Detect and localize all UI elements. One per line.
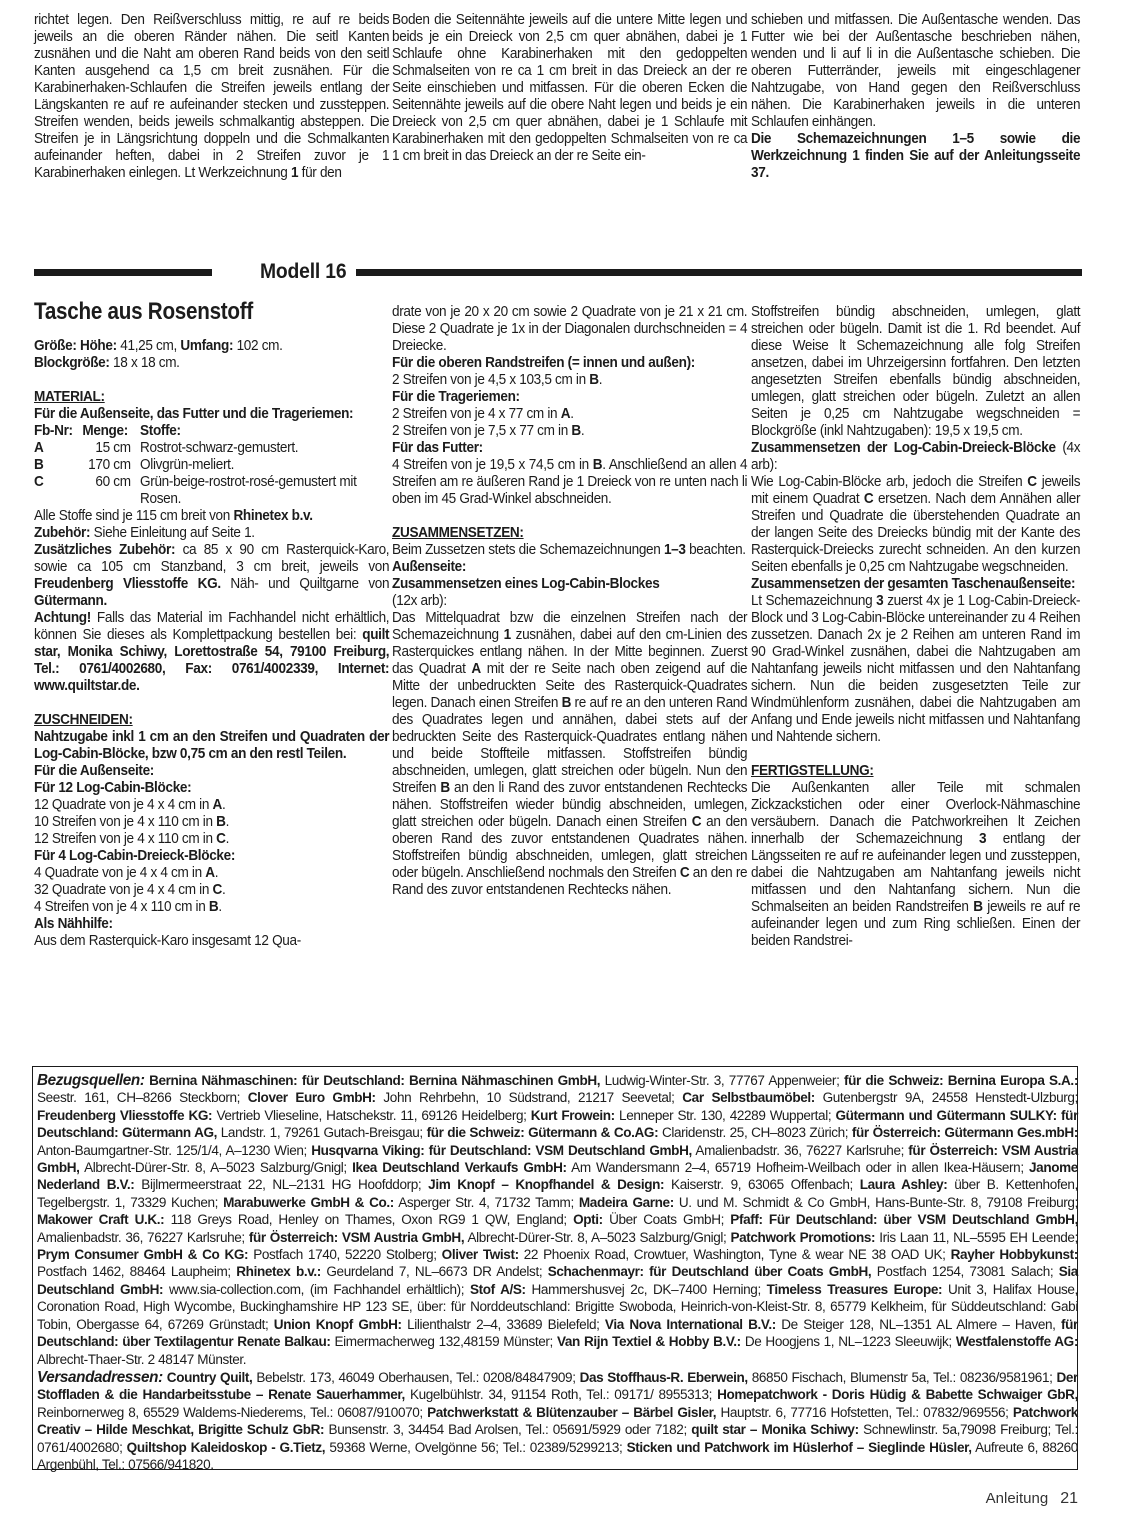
supplier-address: Reinbornerweg 8, 65529 Waldems-Niederems, Tel.: 06087/910070; bbox=[37, 1404, 428, 1421]
text-run: Alle Stoffe sind je 115 cm breit von bbox=[34, 508, 234, 524]
text-run: 18 x 18 cm. bbox=[109, 355, 180, 371]
text-run: . bbox=[218, 899, 222, 915]
text-run: (4x arb): bbox=[751, 440, 1081, 473]
material-heading: MATERIAL: bbox=[34, 389, 105, 405]
label: Fb-Nr: bbox=[34, 423, 73, 439]
paragraph-bold: Nahtzugabe inkl 1 cm an den Streifen und Quadraten der Log-Cabin-Blöcke, bzw 0,75 cm an den restl Teilen. bbox=[34, 729, 390, 762]
mail-order-paragraph bbox=[37, 1369, 1078, 1474]
text-run: an den re Rand des zuvor entstandenen Rechtecks nähen. bbox=[392, 865, 748, 898]
label: Stoffe: bbox=[140, 423, 181, 439]
text-run: Falls das Material im Fachhandel nicht erhältlich, können Sie dieses als Komplettpackung bestellen bei: bbox=[34, 610, 390, 643]
supplier-address: Postfach 1254, 73081 Salach; bbox=[871, 1264, 1059, 1281]
text-run: jeweils mit einem Quadrat bbox=[751, 474, 1081, 507]
supplier-address: 22 Phoenix Road, Crowtuer, Washington, Tyne & wear NE 38 OAD UK; bbox=[518, 1247, 951, 1264]
supplier-name: Ikea Deutschland Verkaufs GmbH: bbox=[352, 1160, 567, 1177]
fabric-code: C bbox=[679, 865, 690, 881]
text-run: richtet legen. Den Reißverschluss mittig, re auf re beids jeweils an die oberen Ränder nähen. Die seitl Kanten zusnähen und die Naht am oberen Rand beids von den seitl Kanten ausgehend ca 1,5 cm breit zusnähen. Für die Karabinerhaken-Schlaufen die Streifen jeweils entlang der Längskanten re auf re aufeinander stecken und zussteppen. Streifen wenden, beids jeweils schmalkantig absteppen. Die Streifen je in Längsrichtung doppeln und die Schmalkanten aufeinander heften, dabei in 2 Streifen zuvor je 1 Karabinerhaken einlegen. Lt Werkzeichnung bbox=[34, 12, 390, 181]
supplier-name: Clover Euro GmbH: bbox=[247, 1090, 376, 1107]
fabric-code: C bbox=[691, 814, 702, 830]
supplier-address: Geurdeland 7, NL–6673 DR Andelst; bbox=[320, 1264, 548, 1281]
sources-box bbox=[32, 1066, 1078, 1473]
supplier-name: quilt star – Monika Schiwy: bbox=[691, 1422, 859, 1439]
label: Blockgröße: bbox=[34, 355, 110, 371]
supplier-name: Sia Deutschland GmbH: bbox=[37, 1264, 1078, 1298]
text-run: . bbox=[222, 882, 226, 898]
fabric-code: B bbox=[571, 423, 581, 439]
supplier-name: für die Schweiz: Bernina Europa S.A.: bbox=[843, 1073, 1078, 1089]
page-number: 21 bbox=[1060, 1490, 1078, 1507]
fabric-name: Olivgrün-meliert. bbox=[140, 457, 235, 473]
fabric-code: C bbox=[212, 882, 223, 898]
text-run: an den li Rand des zuvor entstandenen Rechtecks nähen. Stoffstreifen wieder bündig abschneiden, umlegen, glatt streichen oder bügeln. Danach einen Streifen bbox=[392, 780, 748, 830]
supplier-address: 86850 Fischach, Blumenstr 5a, Tel.: 08236/9581961; bbox=[747, 1369, 1057, 1386]
fabric-code: A bbox=[471, 661, 481, 677]
supplier-name: Schachenmayr: für Deutschland über Coats GmbH, bbox=[547, 1264, 872, 1281]
supplier-name: Husqvarna Viking: für Deutschland: VSM Deutschland GmbH, bbox=[311, 1142, 692, 1159]
text-run: Näh- und Quiltgarne von bbox=[220, 576, 390, 592]
brand: Freudenberg Vliesstoffe KG. bbox=[34, 576, 221, 592]
text-run: re auf re an den unteren Rand des Quadrates legen und annähen, dabei stets auf der bedruckten Seite des Rasterquick-Quadrates entlang nähen und beide Stoffteile mitfassen. Stoffstreifen bündig abschneiden, umlegen, glatt streichen oder bügeln. Nun den Streifen bbox=[392, 695, 748, 796]
fabric-code: C bbox=[863, 491, 874, 507]
supplier-address: Unit 3, Halifax House, Coronation Road, High Wycombe, Buckinghamshire HP 123 SE, über: für Norddeutschland: Brigitte Swoboda, Heinrich-von-Kleist-Str. 8, 65779 Kelkheim, für Süddeutschland: Gabi Tobin, Obergasse 64, 67269 Grünstadt; bbox=[37, 1281, 1078, 1333]
supplier-address: Aufreute 6, 88260 Argenbühl, Tel.: 07566/941820. bbox=[37, 1439, 1078, 1473]
supplier-address: Schnewlinstr. 5a,79098 Freiburg; Tel.: 0761/4002680; bbox=[37, 1422, 1078, 1456]
text-run: 4 Streifen von je 4 x 110 cm in bbox=[34, 899, 209, 915]
supplier-address: Bunsenstr. 3, 34454 Bad Arolsen, Tel.: 05691/5929 oder 7182; bbox=[324, 1422, 692, 1439]
supplier-address: Iris Laan 11, NL–5595 EH Leende; bbox=[875, 1229, 1078, 1246]
text-run: . bbox=[570, 406, 574, 422]
subheading: Zusammensetzen der Log-Cabin-Dreieck-Blöcke bbox=[751, 440, 1056, 456]
supplier-name: Oliver Twist: bbox=[441, 1247, 519, 1264]
fabric-code: B bbox=[440, 780, 450, 796]
text-run: 10 Streifen von je 4 x 110 cm in bbox=[34, 814, 217, 830]
text-run: Beim Zussetzen stets die Schemazeichnungen bbox=[392, 542, 664, 558]
supplier-name: Car Selbstbaumöbel: bbox=[682, 1090, 815, 1107]
text-run: 1 bbox=[290, 165, 299, 181]
supplier-address: John Rehrbehn, 10 Südstrand, 21217 Seevetal; bbox=[375, 1090, 683, 1107]
top-column-3 bbox=[751, 12, 1080, 182]
supplier-name: Van Rijn Textiel & Hobby B.V.: bbox=[556, 1334, 741, 1351]
supplier-address: Amalienbadstr. 36, 76227 Karlsruhe; bbox=[37, 1229, 249, 1246]
supplier-address: Bebelstr. 173, 46049 Oberhausen, Tel.: 0208/84847909; bbox=[252, 1369, 580, 1386]
supplier-address: Kaiserstr. 9, 63065 Offenbach; bbox=[664, 1177, 860, 1194]
text-run: Siehe Einleitung auf Seite 1. bbox=[90, 525, 255, 541]
supplier-address: Postfach 1462, 88464 Laupheim; bbox=[37, 1264, 237, 1281]
finishing-heading: FERTIGSTELLUNG: bbox=[751, 763, 874, 779]
supplier-address: Ludwig-Winter-Str. 3, 77767 Appenweier; bbox=[600, 1073, 844, 1089]
fabric-code: B bbox=[34, 457, 44, 473]
subheading: Zusammensetzen der gesamten Taschenaußenseite: bbox=[751, 576, 1076, 592]
fabric-code: A bbox=[560, 406, 571, 422]
text-run: 2 Streifen von je 4 x 77 cm in bbox=[392, 406, 561, 422]
subheading: Außenseite: bbox=[392, 559, 467, 575]
supplier-name: Timeless Treasures Europe: bbox=[766, 1281, 943, 1298]
supplier-name: Laura Ashley: bbox=[859, 1177, 948, 1194]
supplier-address: Vertrieb Vlieseline, Hatschekstr. 11, 69126 Heidelberg; bbox=[212, 1107, 531, 1124]
fabric-code: B bbox=[208, 899, 219, 915]
page-footer bbox=[986, 1490, 1078, 1508]
section-band bbox=[34, 258, 1082, 286]
subheading: Zusammensetzen eines Log-Cabin-Blockes bbox=[392, 576, 660, 592]
supplier-name: für Deutschland: über Textilagentur Renate Balkau: bbox=[37, 1316, 1078, 1351]
suppliers-paragraph bbox=[37, 1072, 1078, 1369]
supplier-name: Sticken und Patchwork im Hüslerhof – Sieglinde Hüsler, bbox=[626, 1439, 972, 1456]
supplier-name: Madeira Garne: bbox=[578, 1194, 674, 1211]
subheading: Für 4 Log-Cabin-Dreieck-Blöcke: bbox=[34, 848, 236, 864]
supplier-name: für die Schweiz: Gütermann & Co.AG: bbox=[426, 1125, 659, 1142]
supplier-name: Rhinetex b.v.: bbox=[236, 1264, 321, 1281]
supplier-address: De Hoogjens 1, NL–1223 Sleeuwijk; bbox=[740, 1334, 956, 1351]
page-title: Tasche aus Rosenstoff bbox=[34, 298, 254, 325]
fabric-code: B bbox=[973, 899, 983, 915]
supplier-address: Albrecht-Dürer-Str. 8, A–5023 Salzburg/Gnigl; bbox=[79, 1160, 353, 1177]
supplier-name: Prym Consumer GmbH & Co KG: bbox=[37, 1247, 249, 1264]
text-run: an den oberen Rand des zuvor entstandenen Quadrates nähen. Stoffstreifen bündig abschneiden, umlegen, glatt streichen oder bügeln. Anschließend nochmals den Streifen bbox=[392, 814, 748, 881]
supplier-address: Anton-Baumgartner-Str. 125/1/4, A–1230 Wien; bbox=[37, 1142, 312, 1159]
text-run: . bbox=[580, 423, 585, 439]
supplier-address: Eimermacherweg 132,48159 Münster; bbox=[330, 1334, 557, 1351]
text-run: Lt Schemazeichnung bbox=[751, 593, 877, 609]
subheading: Für die Außenseite, das Futter und die Trageriemen: bbox=[34, 406, 354, 422]
text-run: Das Mittelquadrat bzw die einzelnen Streifen nach der Schemazeichnung bbox=[392, 610, 748, 643]
text-run: . bbox=[225, 831, 230, 847]
supplier-address: Asperger Str. 4, 71732 Tamm; bbox=[393, 1194, 579, 1211]
supplier-address: über B. Kettenhofen, Tegelbergstr. 1, 73329 Kuchen; bbox=[37, 1177, 1078, 1211]
text-run: . bbox=[598, 372, 603, 388]
text-run: ersetzen. Nach dem Annähen aller Streifen und Quadrate die überstehenden Quadrate an der langen Seite des Dreiecks bündig mit der Kante des Rasterquick-Dreiecks zurecht schneiden. An den kurzen Seiten ebenfalls je 0,25 cm Nahtzugabe wegschneiden. bbox=[751, 491, 1081, 575]
supplier-name: Patchwork Promotions: bbox=[730, 1229, 876, 1246]
brand: Rhinetex b.v. bbox=[233, 508, 313, 524]
supplier-address: Postfach 1740, 52220 Stolberg; bbox=[248, 1247, 442, 1264]
subheading: Für die oberen Randstreifen (= innen und außen): bbox=[392, 355, 695, 371]
paragraph: Stoffstreifen bündig abschneiden, umlegen, glatt streichen oder bügeln. Damit ist die 1. Rd beendet. Auf diese Weise lt Schemazeichnung alle folg Streifen ansetzen, dabei im Uhrzeigersinn fortfahren. Den letzten angesetzten Streifen ebenfalls bündig abschneiden, umlegen, glatt streichen oder bügeln. Zuletzt an allen Seiten je 0,25 cm Nahtzugabe wegschneiden = Blockgröße (inkl Nahtzugaben): 19,5 x 19,5 cm. bbox=[751, 304, 1081, 439]
supplier-address: Landstr. 1, 79261 Gutach-Breisgau; bbox=[217, 1125, 427, 1142]
supplier-name: Country Quilt, bbox=[162, 1369, 253, 1386]
supplier-address: Am Wandersmann 2–4, 65719 Hofheim-Weilbach oder in allen Ikea-Häusern; bbox=[566, 1160, 1030, 1177]
supplier-name: Kurt Frowein: bbox=[530, 1107, 615, 1124]
supplier-address: Amalienbadstr. 36, 76227 Karlsruhe; bbox=[691, 1142, 909, 1159]
paragraph: Boden die Seitennähte jeweils auf die untere Mitte legen und beids je ein Dreieck von 2,5 cm quer abnähen, dabei je 1 Schlaufe ohne Karabinerhaken mit den gedoppelten Schmalseiten von re ca 1 cm breit in das Dreieck an der re Seite einschieben und mitfassen. Für die oberen Ecken die Seitennähte jeweils auf die obere Naht legen und beids je ein Dreieck von 2,5 cm quer abnähen, dabei je 1 Schlaufe mit Karabinerhaken mit den gedoppelten Schmalseiten von re ca 1 cm breit in das Dreieck an der re Seite ein- bbox=[392, 12, 748, 164]
supplier-name: Stof A/S: bbox=[469, 1281, 526, 1298]
supplier-address: Über Coats GmbH; bbox=[602, 1212, 731, 1229]
supplier-address: Kugelbühlstr. 34, 91154 Roth, Tel.: 09171/ 8955313; bbox=[404, 1387, 718, 1404]
fabric-header bbox=[34, 423, 389, 440]
text-run: beachten. bbox=[685, 542, 746, 558]
supplier-name: Via Nova International B.V.: bbox=[604, 1316, 776, 1333]
label: Zubehör: bbox=[34, 525, 91, 541]
supplier-name: Das Stoffhaus-R. Eberwein, bbox=[579, 1369, 748, 1386]
subheading-count: (12x arb): bbox=[392, 593, 447, 609]
text-run: 12 Streifen von je 4 x 110 cm in bbox=[34, 831, 217, 847]
supplier-name: Pfaff: Für Deutschland: über VSM Deutschland GmbH, bbox=[730, 1212, 1078, 1229]
supplier-address: De Steiger 128, NL–1351 AL Almere – Haven, bbox=[775, 1316, 1062, 1333]
subheading: Für die Außenseite: bbox=[34, 763, 155, 779]
fabric-code: B bbox=[216, 814, 226, 830]
fabric-code: B bbox=[561, 695, 572, 711]
fabric-amount: 15 cm bbox=[95, 440, 131, 456]
paragraph: drate von je 20 x 20 cm sowie 2 Quadrate von je 21 x 21 cm. Diese 2 Quadrate je 1x in der Diagonalen durchschneiden = 4 Dreiecke. bbox=[392, 304, 748, 354]
divider bbox=[34, 269, 212, 276]
brand: Gütermann. bbox=[34, 593, 107, 609]
supplier-address: Albrecht-Dürer-Str. 8, A–5023 Salzburg/Gnigl; bbox=[464, 1229, 731, 1246]
column-3 bbox=[751, 304, 1080, 950]
supplier-address: Hauptstr. 6, 77716 Hofstetten, Tel.: 07832/969556; bbox=[716, 1404, 1013, 1421]
subheading: Als Nähhilfe: bbox=[34, 916, 113, 932]
supplier-name: Quiltshop Kaleidoskop - G.Tietz, bbox=[126, 1439, 326, 1456]
text-run: 32 Quadrate von je 4 x 4 cm in bbox=[34, 882, 213, 898]
supplier-name: Patchwork Creativ – Hilde Meschkat, Brigitte Schulz GbR: bbox=[37, 1404, 1078, 1439]
text-run: 4 Quadrate von je 4 x 4 cm in bbox=[34, 865, 206, 881]
footer-label: Anleitung bbox=[985, 1490, 1049, 1507]
text-run: Die Außenkanten aller Teile mit schmalen Zickzackstichen oder einer Overlock-Nähmaschine versäubern. Danach die Patchworkreihen lt Zeichen innerhalb der Schemazeichnung bbox=[751, 780, 1081, 847]
supplier-address: Lenneper Str. 130, 42289 Wuppertal; bbox=[614, 1107, 836, 1124]
supplier-address: 118 Greys Road, Henley on Thames, Oxon RG9 1 QW, England; bbox=[164, 1212, 574, 1229]
supplier-name: Der Stoffladen & die Handarbeitsstube – Renate Sauerhammer, bbox=[37, 1369, 1078, 1404]
supplier-address: Bijlmermeerstraat 22, NL–2131 HG Hoofddorp; bbox=[134, 1177, 429, 1194]
fabric-code: A bbox=[212, 797, 223, 813]
text-run: 4 Streifen von je 19,5 x 74,5 cm in bbox=[392, 457, 593, 473]
text-run: für den bbox=[298, 165, 342, 181]
supplier-address: Claridenstr. 25, CH–8023 Zürich; bbox=[658, 1125, 852, 1142]
text-run: zuerst 4x je 1 Log-Cabin-Dreieck-Block und 3 Log-Cabin-Blöcke untereinander zu 4 Reihen zussetzen. Danach 2x je 2 Reihen am unteren Rand im 90 Grad-Winkel zusnähen, dabei die Nahtzugaben am Nahtanfang jeweils nicht mitfassen und den Nahtanfang sichern. Nun die beiden zusgesetzten Teile zur Windmühlenform zusnähen, dabei die Nahtzugaben am Anfang und Ende jeweils nicht mitfassen und Nahtanfang und Nahtende sichern. bbox=[751, 593, 1081, 745]
supplier-address: Gutenbergstr 9A, 24558 Henstedt-Ulzburg; bbox=[814, 1090, 1078, 1107]
text-run: jeweils re auf re aufeinander legen und zum Ring schließen. Einen der beiden Randstrei- bbox=[751, 899, 1081, 949]
column-2 bbox=[392, 304, 747, 899]
subheading: Für die Trageriemen: bbox=[392, 389, 520, 405]
text-run: entlang der Längsseiten re auf re aufeinander legen und zussteppen, dabei die Nahtzugaben am Nahtanfang jeweils nicht mitfassen und den Nahtanfang sichern. Nun die Schmalseiten an beiden Randstreifen bbox=[751, 831, 1081, 915]
supplier-address: Lilienthalstr 2–4, 33689 Bielefeld; bbox=[401, 1316, 605, 1333]
supplier-name: für Österreich: VSM Austria GmbH, bbox=[37, 1142, 1078, 1177]
label: Zusätzliches Zubehör: bbox=[34, 542, 176, 558]
supplier-name: Opti: bbox=[573, 1212, 603, 1229]
paragraph-bold: Die Schemazeichnungen 1–5 sowie die Werkzeichnung 1 finden Sie auf der Anleitungsseite 37. bbox=[751, 131, 1081, 181]
supplier-name: für Österreich: Gütermann Ges.mbH: bbox=[851, 1125, 1078, 1142]
text-run: 102 cm. bbox=[233, 338, 283, 354]
supplier-address: Hammershusvej 2c, DK–7400 Herning; bbox=[525, 1281, 767, 1298]
text-run: Wie Log-Cabin-Blöcke arb, jedoch die Streifen bbox=[751, 474, 1028, 490]
fabric-code: A bbox=[34, 440, 44, 456]
text-run: . bbox=[225, 814, 230, 830]
supplier-name: Bernina Nähmaschinen: für Deutschland: Bernina Nähmaschinen GmbH, bbox=[144, 1073, 601, 1089]
text-run: 3 bbox=[876, 593, 884, 609]
supplier-name: für Österreich: VSM Austria GmbH, bbox=[248, 1229, 465, 1246]
text-run: 1 bbox=[503, 627, 511, 643]
divider bbox=[356, 269, 1082, 276]
cutting-heading: ZUSCHNEIDEN: bbox=[34, 712, 133, 728]
fabric-name: Rostrot-schwarz-gemustert. bbox=[140, 440, 299, 456]
text-run: mit der re Seite nach oben zeigend auf die Mitte der unbedruckten Seite des Rasterquick-Quadrates legen. Danach einen Streifen bbox=[392, 661, 748, 711]
fabric-code: B bbox=[592, 457, 603, 473]
supplier-address: U. und M. Schmidt & Co GmbH, Hans-Bunte-Str. 8, 79108 Freiburg; bbox=[673, 1194, 1078, 1211]
sources-text bbox=[37, 1072, 1078, 1474]
text-run: 12 Quadrate von je 4 x 4 cm in bbox=[34, 797, 213, 813]
fabric-row bbox=[34, 440, 389, 457]
text-run: 41,25 cm, bbox=[116, 338, 181, 354]
supplier-name: Marabuwerke GmbH & Co.: bbox=[223, 1194, 394, 1211]
fabric-code: A bbox=[205, 865, 215, 881]
supplier-name: Union Knopf GmbH: bbox=[273, 1316, 402, 1333]
suppliers-heading: Bezugsquellen: bbox=[37, 1072, 145, 1089]
fabric-code: C bbox=[216, 831, 226, 847]
supplier-address: 59368 Werne, Ovelgönne 56; Tel.: 02389/5299213; bbox=[325, 1439, 627, 1456]
supplier-name: Westfalenstoffe AG: bbox=[955, 1334, 1078, 1351]
assembly-heading: ZUSAMMENSETZEN: bbox=[392, 525, 524, 541]
label: Achtung! bbox=[34, 610, 91, 626]
fabric-code: C bbox=[1027, 474, 1037, 490]
fabric-name: Grün-beige-rostrot-rosé-gemustert mit Rosen. bbox=[140, 474, 357, 507]
text-run: . bbox=[222, 797, 226, 813]
paragraph: Aus dem Rasterquick-Karo insgesamt 12 Qua- bbox=[34, 933, 301, 949]
supplier-address: Albrecht-Thaer-Str. 2 48147 Münster. bbox=[37, 1351, 247, 1368]
supplier-address: Seestr. 161, CH–8266 Steckborn; bbox=[37, 1090, 248, 1107]
fabric-row bbox=[34, 457, 389, 474]
supplier-name: Rayher Hobbykunst: bbox=[950, 1247, 1078, 1264]
text-run: 1–3 bbox=[663, 542, 686, 558]
text-run: . bbox=[214, 865, 219, 881]
order-address: quilt star, Monika Schiwy, Lorettostraße 54, 79100 Freiburg, Tel.: 0761/4002680, Fax: 0761/4002339, Internet: www.quiltstar.de. bbox=[34, 627, 390, 694]
mail-order-heading: Versandadressen: bbox=[37, 1368, 163, 1386]
fabric-amount: 60 cm bbox=[95, 474, 131, 490]
text-run: 3 bbox=[978, 831, 987, 847]
supplier-name: Janome Nederland B.V.: bbox=[37, 1160, 1078, 1194]
label: Menge: bbox=[82, 423, 128, 439]
supplier-address: www.sia-collection.com, (im Fachhandel erhältlich); bbox=[163, 1281, 470, 1298]
supplier-name: Freudenberg Vliesstoffe KG: bbox=[37, 1107, 213, 1124]
label: Umfang: bbox=[180, 338, 234, 354]
label: Größe: Höhe: bbox=[34, 338, 117, 354]
supplier-name: Jim Knopf – Knopfhandel & Design: bbox=[428, 1177, 665, 1194]
paragraph: schieben und mitfassen. Die Außentasche wenden. Das Futter wie bei der Außentasche beschrieben nähen, wenden und li auf li in die Außentasche schieben. Die oberen Futterränder, jeweils mit eingeschlagener Nahtzugabe, von Hand gegen den Reißverschluss nähen. Die Karabinerhaken jeweils in die unteren Schlaufen einhängen. bbox=[751, 12, 1081, 130]
fabric-code: B bbox=[589, 372, 599, 388]
supplier-name: Makower Craft U.K.: bbox=[37, 1212, 165, 1229]
subheading: Für das Futter: bbox=[392, 440, 483, 456]
column-1 bbox=[34, 338, 389, 950]
text-run: ca 85 x 90 cm Rasterquick-Karo, sowie ca 105 cm Stanzband, 3 cm breit, jeweils von bbox=[34, 542, 390, 575]
top-column-2 bbox=[392, 12, 747, 165]
fabric-code: C bbox=[34, 474, 44, 490]
text-run: . Anschließend an allen 4 Streifen am re äußeren Rand je 1 Dreieck von re unten nach li oben im 45 Grad-Winkel abschneiden. bbox=[392, 457, 748, 507]
text-run: zusnähen, dabei auf den cm-Linien des Rasterquickes entlang nähen. In der Mitte beginnen. Zuerst das Quadrat bbox=[392, 627, 748, 677]
text-run: 2 Streifen von je 4,5 x 103,5 cm in bbox=[392, 372, 590, 388]
section-title: Modell 16 bbox=[260, 260, 347, 283]
fabric-row bbox=[34, 474, 389, 508]
supplier-name: Patchwerkstatt & Blütenzauber – Bärbel Gisler, bbox=[427, 1404, 717, 1421]
text-run: 2 Streifen von je 7,5 x 77 cm in bbox=[392, 423, 572, 439]
supplier-name: Gütermann und Gütermann SULKY: für Deutschland: Gütermann AG, bbox=[37, 1107, 1078, 1142]
top-column-1 bbox=[34, 12, 389, 182]
subheading: Für 12 Log-Cabin-Blöcke: bbox=[34, 780, 192, 796]
supplier-name: Homepatchwork - Doris Hüdig & Babette Schwaiger GbR, bbox=[717, 1387, 1078, 1404]
fabric-amount: 170 cm bbox=[88, 457, 131, 473]
